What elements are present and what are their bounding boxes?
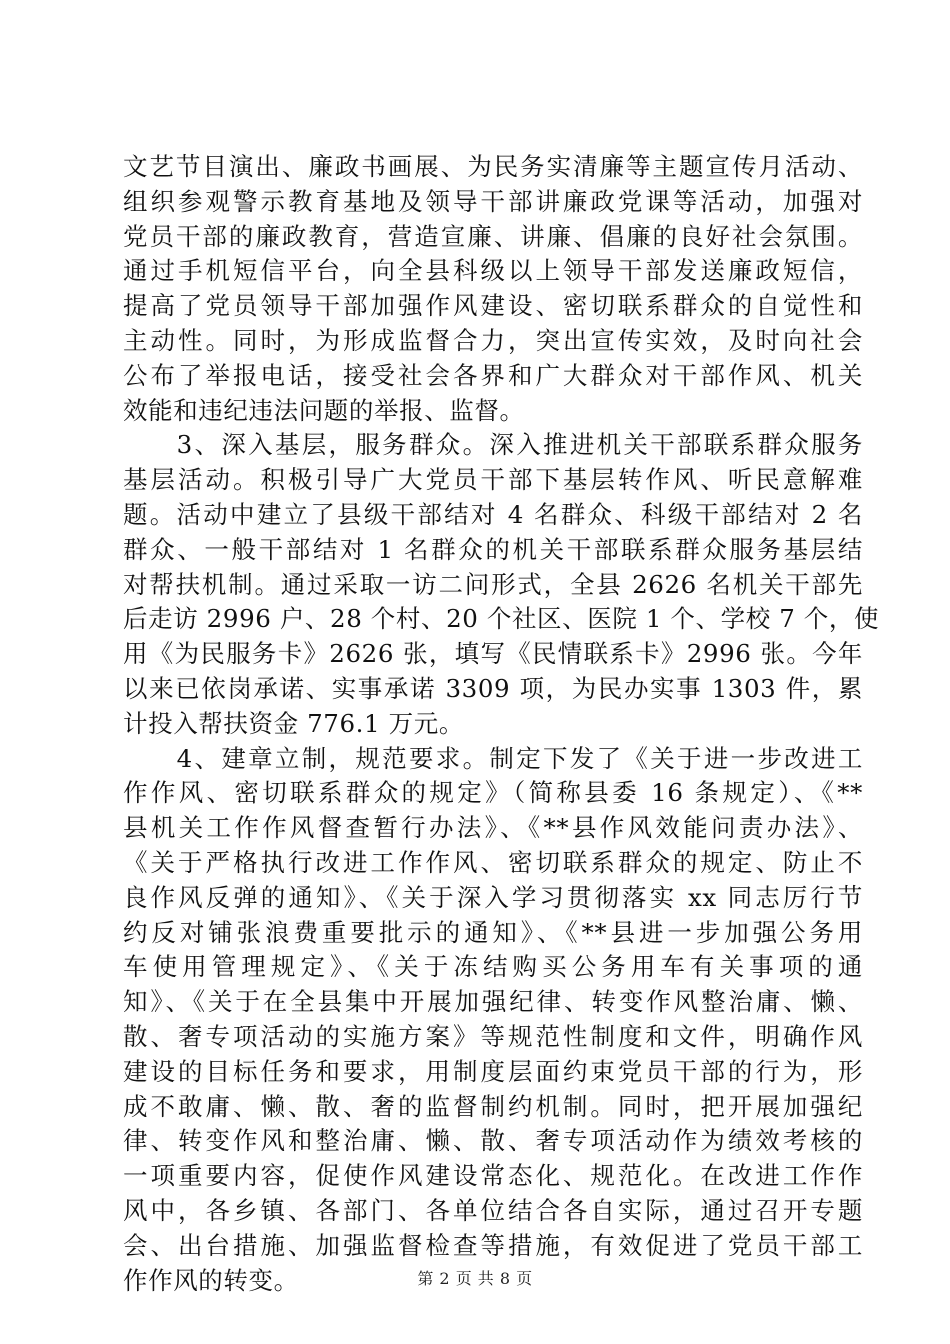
- text-line: 主动性。同时，为形成监督合力，突出宣传实效，及时向社会: [123, 325, 863, 355]
- text-line: 公布了举报电话，接受社会各界和广大群众对干部作风、机关: [123, 360, 863, 390]
- text-line: 知》、《关于在全县集中开展加强纪律、转变作风整治庸、懒、: [123, 987, 863, 1017]
- text-line: 通过手机短信平台，向全县科级以上领导干部发送廉政短信，: [123, 256, 863, 286]
- text-line: 4、建章立制，规范要求。制定下发了《关于进一步改进工: [123, 743, 863, 773]
- text-line: 党员干部的廉政教育，营造宣廉、讲廉、倡廉的良好社会氛围。: [123, 221, 863, 251]
- text-line: 律、转变作风和整治庸、懒、散、奢专项活动作为绩效考核的: [123, 1126, 863, 1156]
- text-line: 作作风的转变。: [123, 1265, 299, 1295]
- document-body: [123, 150, 880, 1298]
- text-line: 基层活动。积极引导广大党员干部下基层转作风、听民意解难: [123, 465, 863, 495]
- text-line: 提高了党员领导干部加强作风建设、密切联系群众的自觉性和: [123, 291, 863, 321]
- text-line: 建设的目标任务和要求，用制度层面约束党员干部的行为，形: [123, 1056, 863, 1086]
- text-line: 后走访 2996 户、28 个村、20 个社区、医院 1 个、学校 7 个，使: [123, 604, 880, 634]
- text-line: 组织参观警示教育基地及领导干部讲廉政党课等活动，加强对: [123, 186, 863, 216]
- text-line: 会、出台措施、加强监督检查等措施，有效促进了党员干部工: [123, 1230, 863, 1260]
- text-line: 作作风、密切联系群众的规定》（简称县委 16 条规定）、《**: [123, 778, 863, 808]
- text-line: 车使用管理规定》、《关于冻结购买公务用车有关事项的通: [123, 952, 863, 982]
- text-line: 3、深入基层，服务群众。深入推进机关干部联系群众服务: [123, 430, 863, 460]
- text-line: 对帮扶机制。通过采取一访二问形式，全县 2626 名机关干部先: [123, 569, 863, 599]
- text-line: 文艺节目演出、廉政书画展、为民务实清廉等主题宣传月活动、: [123, 152, 863, 181]
- text-line: 县机关工作作风督查暂行办法》、《**县作风效能问责办法》、: [123, 813, 863, 843]
- text-line: 风中，各乡镇、各部门、各单位结合各自实际，通过召开专题: [123, 1195, 863, 1225]
- text-line: 成不敢庸、懒、散、奢的监督制约机制。同时，把开展加强纪: [123, 1091, 863, 1121]
- text-line: 良作风反弹的通知》、《关于深入学习贯彻落实 xx 同志厉行节: [123, 882, 863, 912]
- text-line: 用《为民服务卡》2626 张，填写《民情联系卡》2996 张。今年: [123, 639, 863, 669]
- text-line: 计投入帮扶资金 776.1 万元。: [123, 708, 464, 738]
- text-line: 群众、一般干部结对 1 名群众的机关干部联系群众服务基层结: [123, 534, 863, 564]
- text-line: 以来已依岗承诺、实事承诺 3309 项，为民办实事 1303 件，累: [123, 673, 863, 703]
- text-line: 约反对铺张浪费重要批示的通知》、《**县进一步加强公务用: [123, 917, 863, 947]
- text-line: 《关于严格执行改进工作作风、密切联系群众的规定、防止不: [123, 847, 863, 877]
- page-footer: 第 2 页 共 8 页: [417, 1269, 533, 1288]
- text-line: 一项重要内容，促使作风建设常态化、规范化。在改进工作作: [123, 1161, 863, 1191]
- text-line: 题。活动中建立了县级干部结对 4 名群众、科级干部结对 2 名: [123, 499, 863, 529]
- text-line: 散、奢专项活动的实施方案》等规范性制度和文件，明确作风: [123, 1021, 863, 1051]
- text-line: 效能和违纪违法问题的举报、监督。: [123, 395, 525, 425]
